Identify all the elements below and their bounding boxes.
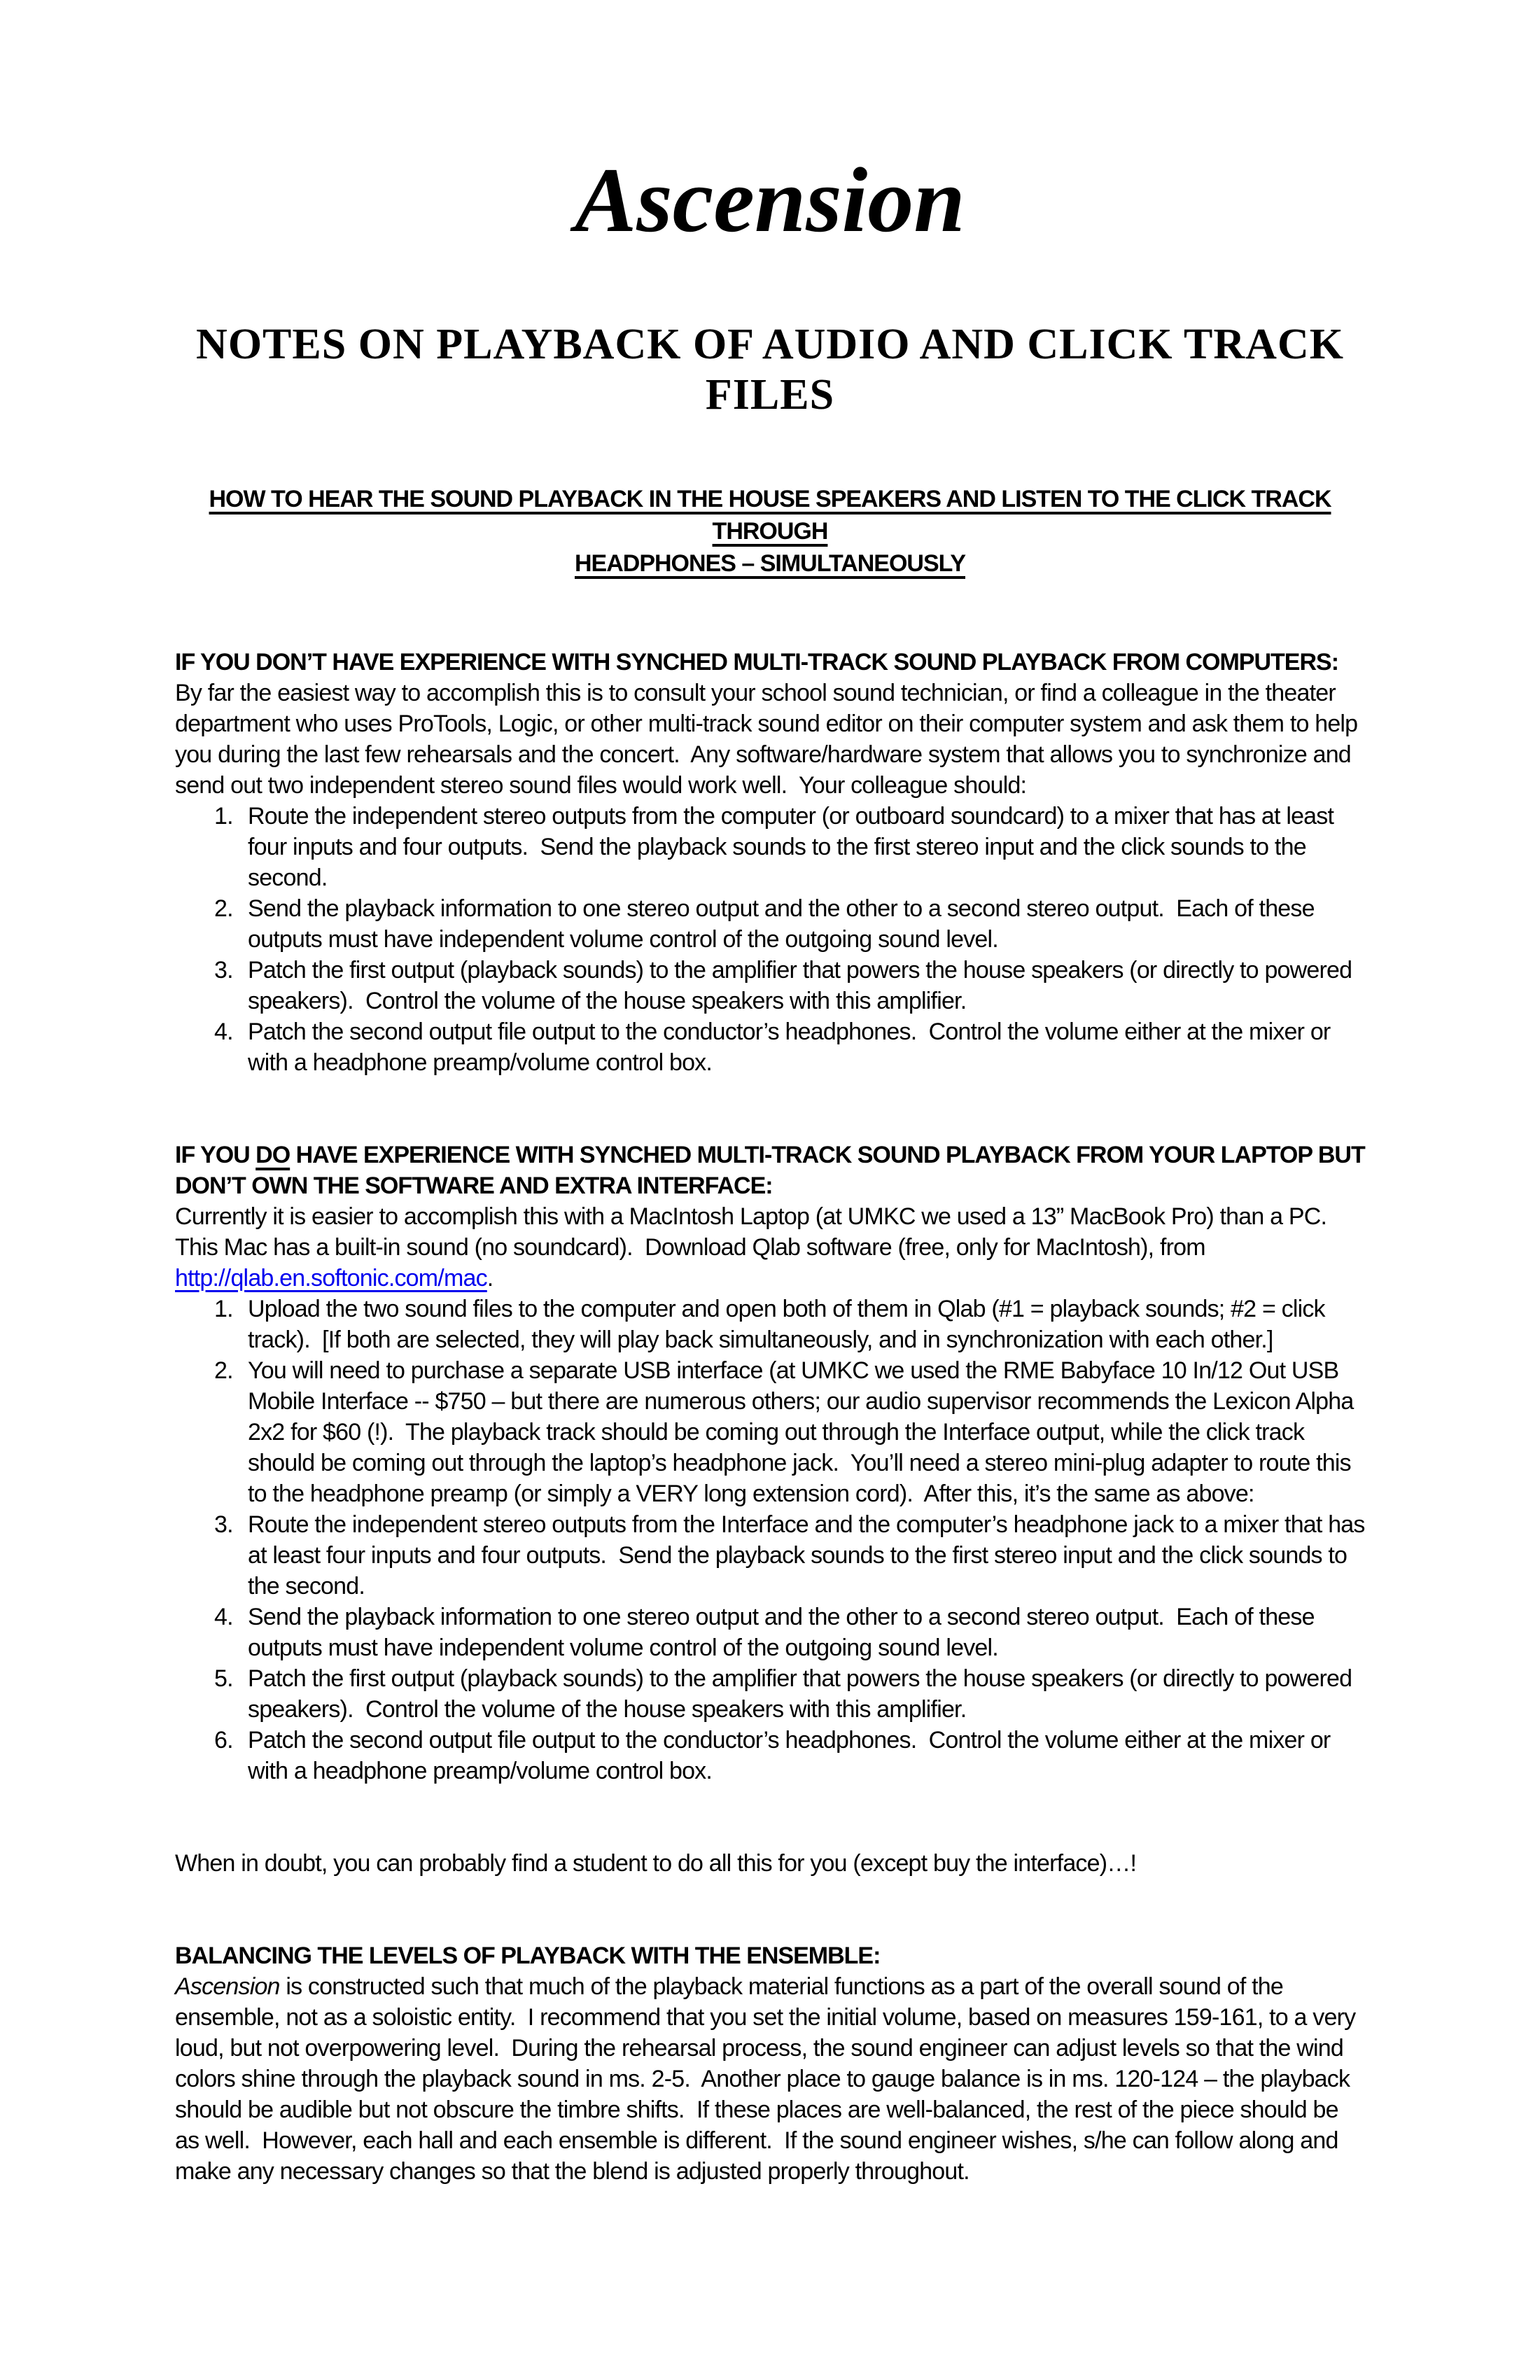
section-no-experience <box>175 647 1365 1078</box>
heading-text: HAVE EXPERIENCE WITH SYNCHED MULTI-TRACK SOUND PLAYBACK FROM YOUR LAPTOP BUT DON’T OWN THE SOFTWARE AND EXTRA INTERFACE: <box>175 1142 1371 1199</box>
list-item: Send the playback information to one stereo output and the other to a second stereo output. Each of these outputs must have independent volume control of the outgoing sound level. <box>248 895 1321 953</box>
ordered-list <box>175 1294 1371 1786</box>
notes-heading: NOTES ON PLAYBACK OF AUDIO AND CLICK TRACK FILES <box>196 321 1344 419</box>
document-title: Ascension <box>575 148 965 251</box>
heading-text: IF YOU <box>175 1142 256 1168</box>
intro-paragraph <box>175 1201 1365 1294</box>
instructions-heading-line2: HEADPHONES – SIMULTANEOUSLY <box>574 550 965 577</box>
section-heading: BALANCING THE LEVELS OF PLAYBACK WITH THE ENSEMBLE: <box>175 1942 881 1969</box>
section-heading: IF YOU DON’T HAVE EXPERIENCE WITH SYNCHED MULTI-TRACK SOUND PLAYBACK FROM COMPUTERS: <box>175 649 1339 676</box>
instructions-heading <box>175 483 1365 580</box>
outro-paragraph: When in doubt, you can probably find a student to do all this for you (except buy the interface)…! <box>175 1850 1137 1877</box>
intro-text-period: . <box>486 1265 493 1292</box>
section-have-experience <box>175 1140 1371 1879</box>
section-heading <box>175 1140 1371 1201</box>
intro-text: Currently it is easier to accomplish this with a MacIntosh Laptop (at UMKC we used a 13” MacBook Pro) than a PC. This Mac has a built-in sound (no soundcard). Download Qlab software (free, only for MacIntosh), from <box>175 1203 1338 1261</box>
qlab-download-link[interactable]: http://qlab.en.softonic.com/mac <box>175 1265 487 1292</box>
instructions-heading-line1: HOW TO HEAR THE SOUND PLAYBACK IN THE HOUSE SPEAKERS AND LISTEN TO THE CLICK TRACK THROUGH <box>209 486 1331 545</box>
balancing-paragraph <box>175 1971 1365 2187</box>
list-item: Upload the two sound files to the computer and open both of them in Qlab (#1 = playback sounds; #2 = click track). [If both are selected, they will play back simultaneously, and in synchronization with each other.] <box>248 1296 1331 1353</box>
ordered-list <box>175 801 1365 1078</box>
list-item: Patch the second output file output to the conductor’s headphones. Control the volume either at the mixer or with a headphone preamp/volume control box. <box>248 1018 1337 1076</box>
balancing-text: is constructed such that much of the playback material functions as a part of the overall sound of the ensemble, not as a soloistic entity. I recommend that you set the initial volume, based on measures 159-161, to a very loud, but not overpowering level. During the rehearsal process, the sound engineer can adjust levels so that the wind colors shine through the playback sound in ms. 2-5. Another place to gauge balance is in ms. 120-124 – the playback should be audible but not obscure the timbre shifts. If these places are well-balanced, the rest of the piece should be as well. However, each hall and each ensemble is different. If the sound engineer wishes, s/he can follow along and make any necessary changes so that the blend is adjusted properly throughout. <box>175 1973 1362 2185</box>
italic-piece-title: Ascension <box>175 1973 280 2000</box>
list-item: Patch the first output (playback sounds) to the amplifier that powers the house speakers (or directly to powered speakers). Control the volume of the house speakers with this amplifier. <box>248 1665 1358 1723</box>
list-item: Route the independent stereo outputs from the Interface and the computer’s headphone jack to a mixer that has at least four inputs and four outputs. Send the playback sounds to the first stereo input and the click sounds to the second. <box>248 1511 1371 1600</box>
list-item: You will need to purchase a separate USB interface (at UMKC we used the RME Babyface 10 In/12 Out USB Mobile Interface -- $750 – but there are numerous others; our audio supervisor recommends the Lexicon Alpha 2x2 for $60 (!). The playback track should be coming out through the Interface output, while the click track should be coming out through the laptop’s headphone jack. You’ll need a stereo mini-plug adapter to route this to the headphone preamp (or simply a VERY long extension cord). After this, it’s the same as above: <box>248 1357 1360 1507</box>
list-item: Send the playback information to one stereo output and the other to a second stereo output. Each of these outputs must have independent volume control of the outgoing sound level. <box>248 1604 1321 1661</box>
list-item: Patch the second output file output to the conductor’s headphones. Control the volume either at the mixer or with a headphone preamp/volume control box. <box>248 1727 1337 1784</box>
heading-underlined-do: DO <box>255 1142 290 1168</box>
section-balancing <box>175 1940 1365 2187</box>
list-item: Patch the first output (playback sounds) to the amplifier that powers the house speakers (or directly to powered speakers). Control the volume of the house speakers with this amplifier. <box>248 957 1358 1014</box>
intro-paragraph: By far the easiest way to accomplish this is to consult your school sound technician, or find a colleague in the theater department who uses ProTools, Logic, or other multi-track sound editor on their computer system and ask them to help you during the last few rehearsals and the concert. Any software/hardware system that allows you to synchronize and send out two independent stereo sound files would work well. Your colleague should: <box>175 680 1364 799</box>
list-item: Route the independent stereo outputs from the computer (or outboard soundcard) to a mixer that has at least four inputs and four outputs. Send the playback sounds to the first stereo input and the click sounds to the second. <box>248 803 1340 891</box>
